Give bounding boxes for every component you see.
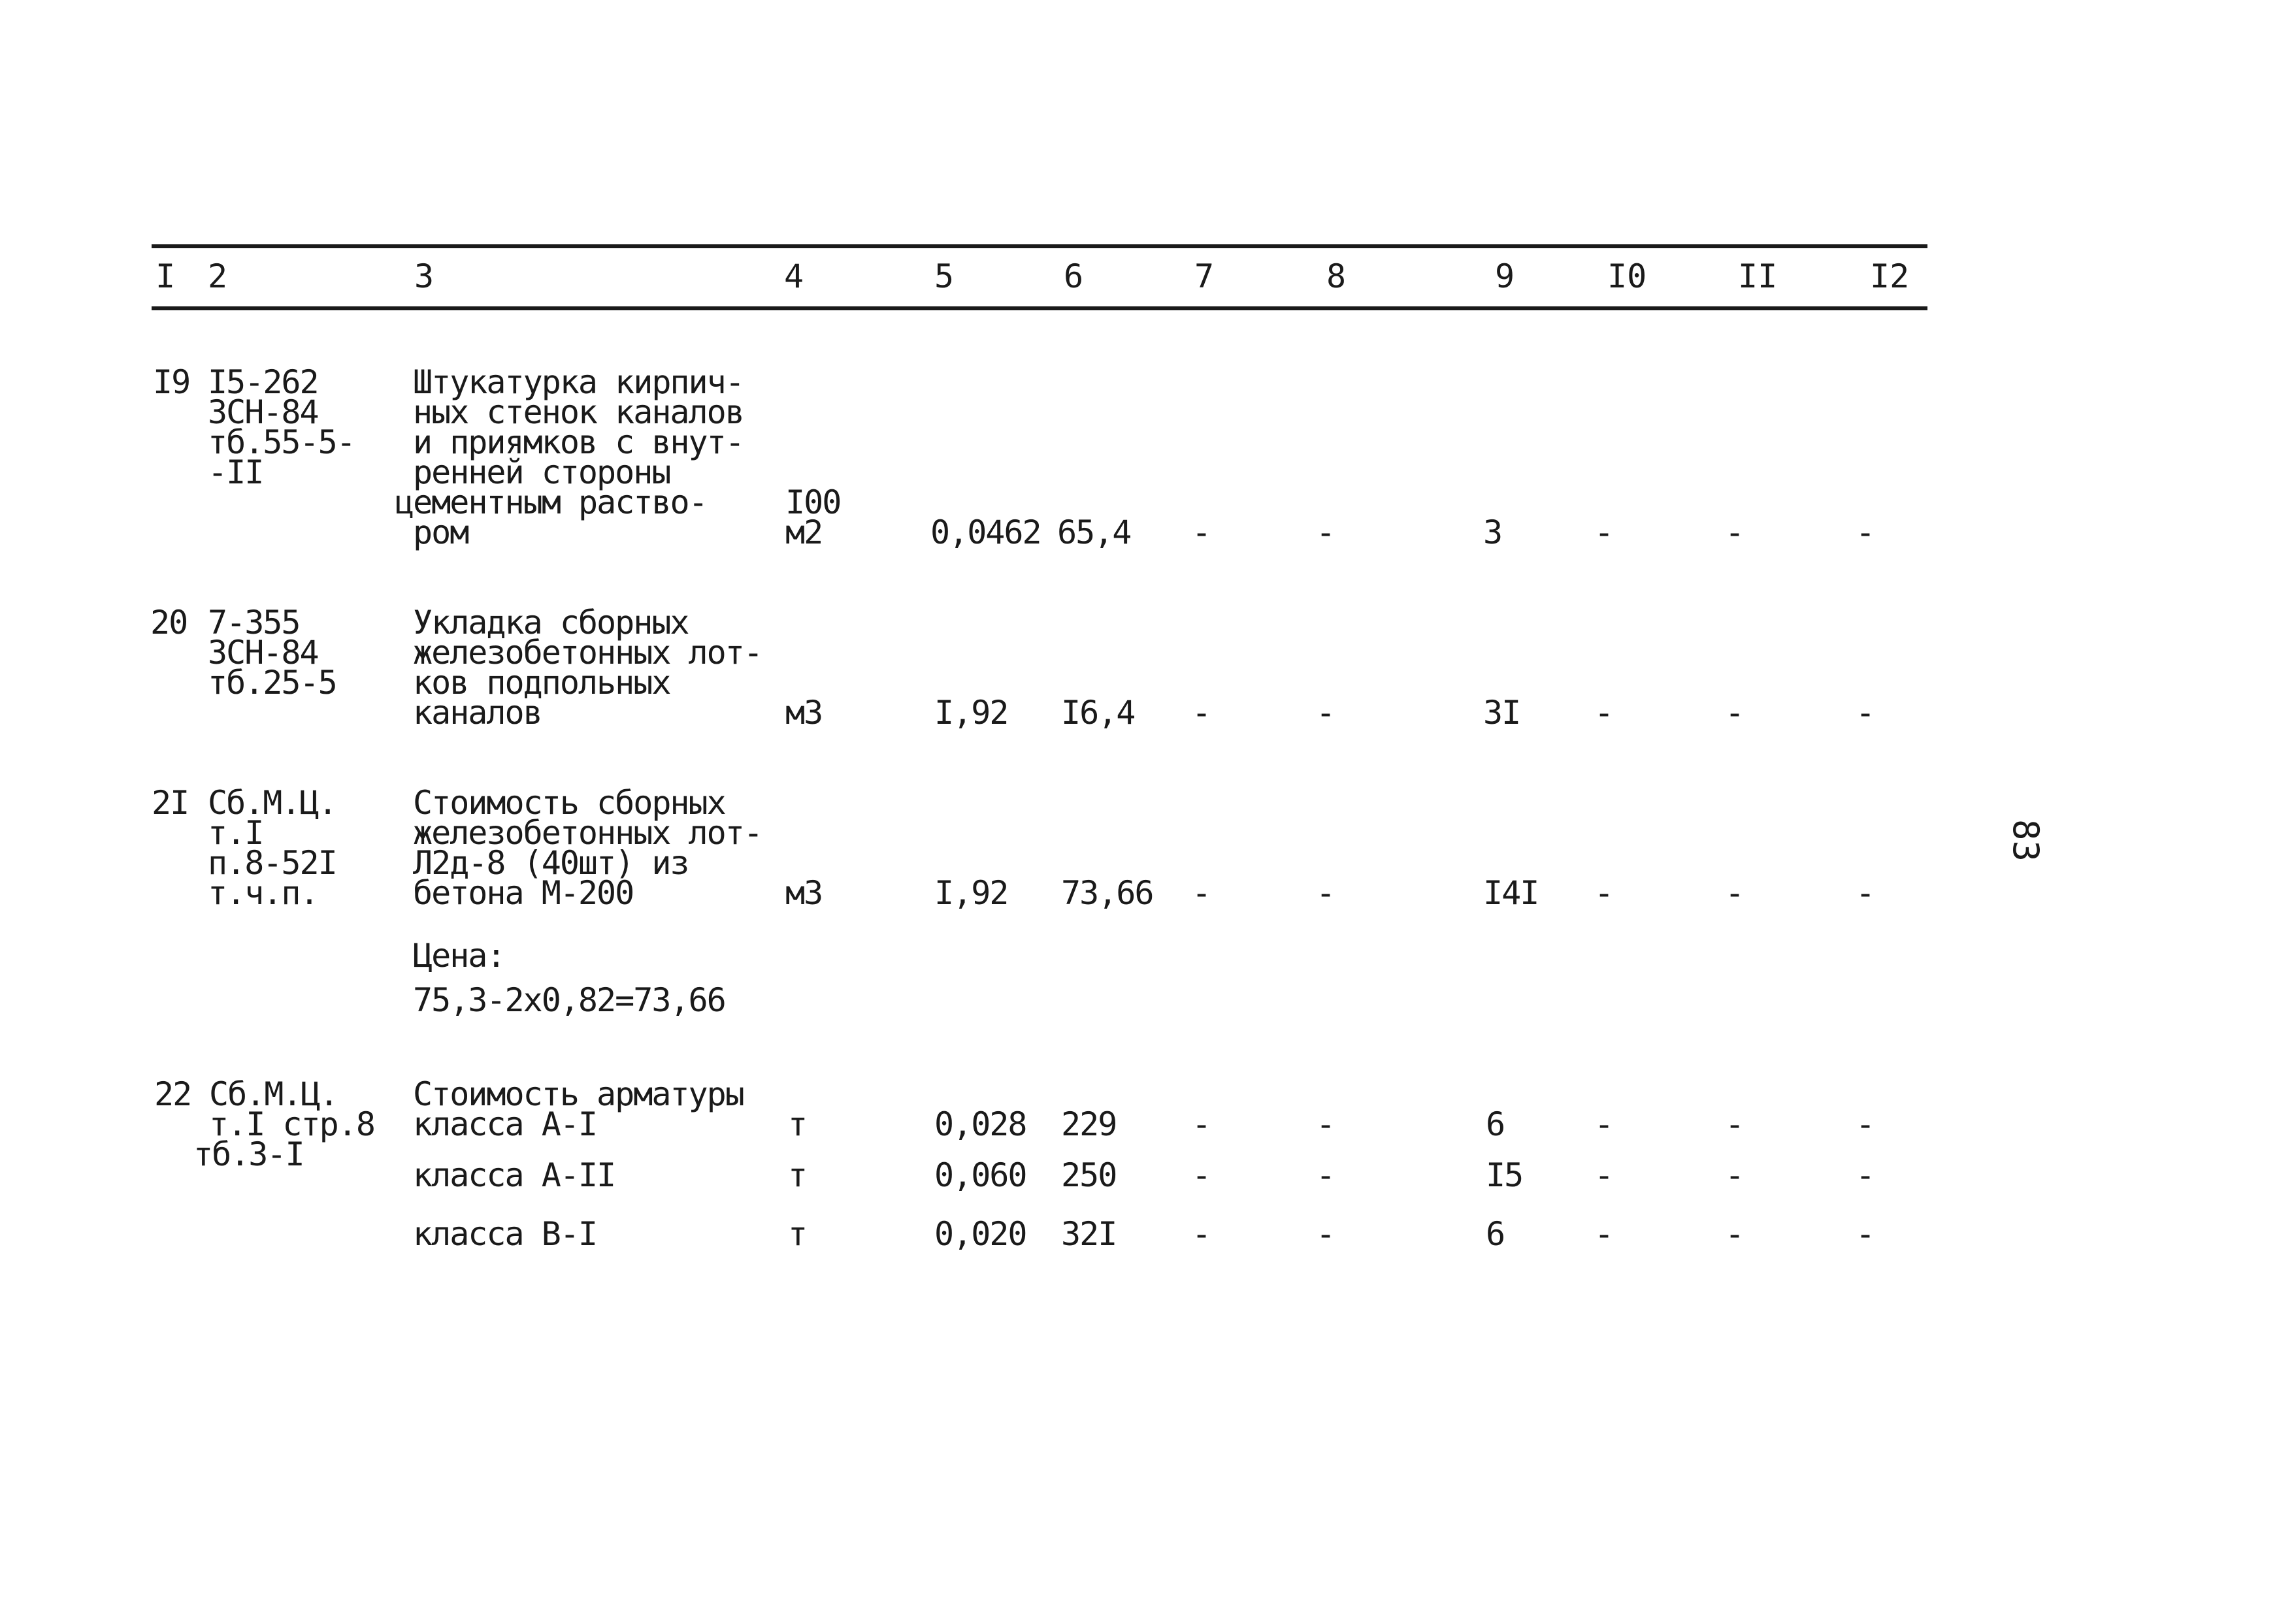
subrow-unit: т — [788, 1156, 807, 1194]
row-desc-line: ных стенок каналов — [413, 393, 744, 431]
row-code-line: I5-262 — [208, 363, 318, 401]
row-quantity: I,92 — [934, 874, 1008, 912]
table-header-rule — [152, 306, 1927, 310]
subrow-quantity: 0,020 — [934, 1215, 1026, 1253]
subrow-col11: - — [1725, 1105, 1744, 1143]
row-code-line: Сб.М.Ц. — [209, 1075, 338, 1113]
row-price: 65,4 — [1057, 513, 1131, 551]
subrow-price: 32I — [1061, 1215, 1117, 1253]
subrow-col8: - — [1316, 1215, 1335, 1253]
subrow-col9: 6 — [1486, 1105, 1505, 1143]
row-code-line: ЗСН-84 — [208, 634, 318, 672]
row-col11: - — [1725, 513, 1744, 551]
col-header-12: I2 — [1870, 257, 1910, 295]
subrow-col12: - — [1856, 1105, 1875, 1143]
subrow-desc: класса А-I — [413, 1105, 597, 1143]
col-header-7: 7 — [1194, 257, 1215, 295]
row-col11: - — [1725, 694, 1744, 732]
page-number: 83 — [2005, 819, 2047, 862]
col-header-3: 3 — [414, 257, 434, 295]
subrow-col12: - — [1856, 1156, 1875, 1194]
row-desc-head: Стоимость арматуры — [413, 1075, 744, 1113]
row-col8: - — [1316, 513, 1335, 551]
row-unit-line: м2 — [785, 513, 823, 551]
row-col7: - — [1192, 874, 1211, 912]
row-col7: - — [1192, 694, 1211, 732]
row-col8: - — [1316, 874, 1335, 912]
subrow-unit: т — [788, 1215, 807, 1253]
row-code-line: тб.55-5- — [208, 423, 355, 461]
row-code-line: Сб.М.Ц. — [208, 784, 336, 822]
subrow-col11: - — [1725, 1156, 1744, 1194]
col-header-8: 8 — [1326, 257, 1347, 295]
subrow-desc: класса В-I — [413, 1215, 597, 1253]
subrow-quantity: 0,028 — [934, 1105, 1026, 1143]
row-number: I9 — [153, 363, 190, 401]
subrow-col10: - — [1594, 1156, 1613, 1194]
row-quantity: I,92 — [934, 694, 1008, 732]
row-code-line: т.I стр.8 — [209, 1105, 374, 1143]
col-header-11: II — [1738, 257, 1778, 295]
row-desc-line: ренней стороны — [413, 453, 670, 491]
row-desc-line: Штукатурка кирпич- — [413, 363, 744, 401]
subrow-price: 250 — [1061, 1156, 1117, 1194]
row-col8: - — [1316, 694, 1335, 732]
col-header-1: I — [156, 257, 176, 295]
row-desc-line: каналов — [413, 694, 542, 732]
row-col9: 3I — [1483, 694, 1520, 732]
row-col11: - — [1725, 874, 1744, 912]
subrow-col12: - — [1856, 1215, 1875, 1253]
row-code-line: тб.25-5 — [208, 664, 336, 702]
subrow-col8: - — [1316, 1105, 1335, 1143]
row-col9: I4I — [1483, 874, 1539, 912]
subrow-quantity: 0,060 — [934, 1156, 1026, 1194]
row-col12: - — [1856, 694, 1875, 732]
subrow-col9: 6 — [1486, 1215, 1505, 1253]
subrow-col7: - — [1192, 1215, 1211, 1253]
row-col10: - — [1594, 874, 1613, 912]
row-code-line: п.8-52I — [208, 844, 336, 882]
price-note-formula: 75,3-2х0,82=73,66 — [413, 981, 725, 1019]
row-code-line: -II — [208, 453, 263, 491]
row-col7: - — [1192, 513, 1211, 551]
row-desc-line: Л2д-8 (40шт) из — [413, 844, 689, 882]
row-desc-line: Укладка сборных — [413, 604, 689, 641]
row-code-line: т.ч.п. — [208, 874, 318, 912]
row-unit-line: м3 — [785, 874, 823, 912]
row-number: 20 — [150, 604, 188, 641]
subrow-col7: - — [1192, 1156, 1211, 1194]
row-price: I6,4 — [1061, 694, 1135, 732]
subrow-col7: - — [1192, 1105, 1211, 1143]
row-desc-line: и приямков с внут- — [413, 423, 744, 461]
row-desc-line: цементным раство- — [395, 483, 707, 521]
col-header-2: 2 — [208, 257, 228, 295]
subrow-desc: класса А-II — [413, 1156, 615, 1194]
row-code-line: тб.3-I — [193, 1135, 304, 1173]
row-col9: 3 — [1483, 513, 1502, 551]
subrow-col9: I5 — [1486, 1156, 1523, 1194]
row-number: 22 — [154, 1075, 191, 1113]
col-header-4: 4 — [784, 257, 804, 295]
col-header-10: I0 — [1607, 257, 1647, 295]
row-code-line: 7-355 — [208, 604, 300, 641]
col-header-5: 5 — [934, 257, 955, 295]
row-desc-line: ром — [413, 513, 468, 551]
price-note-label: Цена: — [413, 937, 505, 975]
table-top-rule — [152, 244, 1927, 248]
row-desc-line: ков подпольных — [413, 664, 670, 702]
row-unit-line: м3 — [785, 694, 823, 732]
col-header-6: 6 — [1064, 257, 1084, 295]
col-header-9: 9 — [1495, 257, 1515, 295]
row-col12: - — [1856, 513, 1875, 551]
subrow-unit: т — [788, 1105, 807, 1143]
subrow-col8: - — [1316, 1156, 1335, 1194]
row-number: 2I — [152, 784, 189, 822]
row-code-line: ЗСН-84 — [208, 393, 318, 431]
subrow-price: 229 — [1061, 1105, 1117, 1143]
row-desc-line: железобетонных лот- — [413, 634, 762, 672]
row-code-line: т.I — [208, 814, 263, 852]
row-unit-line: I00 — [785, 483, 841, 521]
row-desc-line: бетона М-200 — [413, 874, 634, 912]
row-col10: - — [1594, 694, 1613, 732]
row-price: 73,66 — [1061, 874, 1153, 912]
subrow-col11: - — [1725, 1215, 1744, 1253]
subrow-col10: - — [1594, 1215, 1613, 1253]
row-desc-line: Стоимость сборных — [413, 784, 725, 822]
row-col12: - — [1856, 874, 1875, 912]
subrow-col10: - — [1594, 1105, 1613, 1143]
row-desc-line: железобетонных лот- — [413, 814, 762, 852]
row-quantity: 0,0462 — [930, 513, 1041, 551]
row-col10: - — [1594, 513, 1613, 551]
